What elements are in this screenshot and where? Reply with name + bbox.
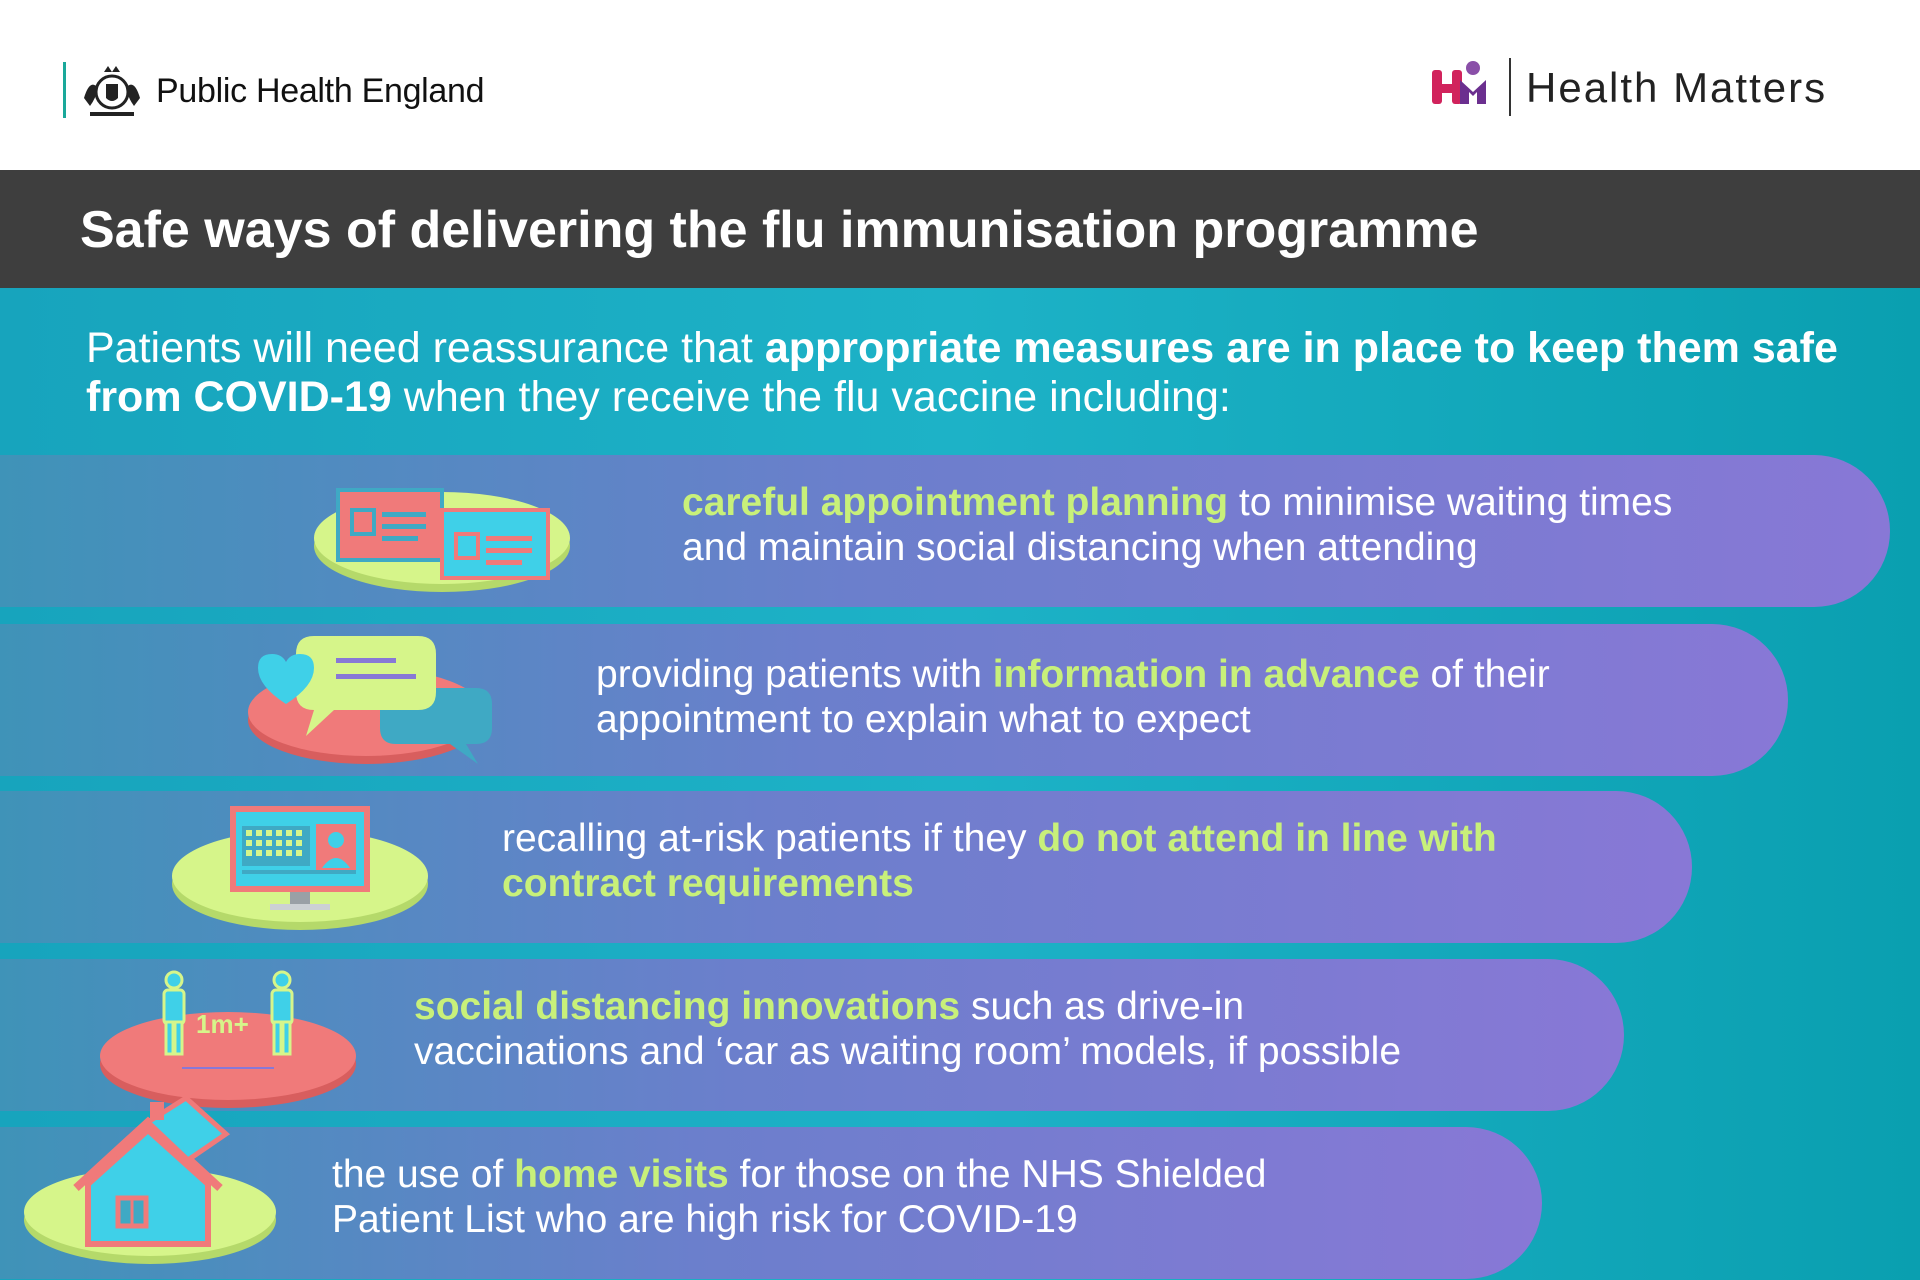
- measure-text-2-pre: providing patients with: [596, 653, 993, 696]
- royal-crest-icon: [80, 62, 144, 120]
- measure-text-5-pre: the use of: [332, 1153, 515, 1196]
- brand-name: Health Matters: [1526, 64, 1828, 111]
- intro-paragraph: [86, 324, 1866, 422]
- computer-calendar-icon: [170, 802, 430, 934]
- measure-highlight-2: information in advance: [992, 653, 1420, 696]
- measure-text-3-pre: recalling at-risk patients if they: [502, 817, 1038, 860]
- speech-bubbles-icon: [236, 628, 506, 768]
- measure-text-4: [414, 984, 1401, 1074]
- measure-text-2: [596, 652, 1550, 742]
- appointment-cards-icon: [312, 468, 572, 596]
- distance-label: 1m+: [196, 1009, 249, 1039]
- measure-text-2-post: of their: [1419, 653, 1550, 696]
- header: [0, 0, 1920, 170]
- measure-text-1-line2: and maintain social distancing when attending: [682, 526, 1478, 569]
- intro-text-1: Patients will need reassurance that: [86, 324, 765, 372]
- title-bar: [0, 170, 1920, 288]
- measure-text-4-post: such as drive-in: [960, 985, 1245, 1028]
- measure-text-1-post: to minimise waiting times: [1228, 481, 1673, 524]
- measure-highlight-3-line2: contract requirements: [502, 862, 914, 905]
- house-icon: [20, 1088, 280, 1268]
- measure-highlight-1: careful appointment planning: [682, 481, 1229, 524]
- org-name: Public Health England: [156, 72, 485, 110]
- measure-text-3-block: [502, 816, 1497, 906]
- measure-text-1: [682, 480, 1672, 570]
- measure-highlight-5: home visits: [514, 1153, 729, 1196]
- brand-divider: [1509, 58, 1511, 116]
- measure-text-5-post: for those on the NHS Shielded: [728, 1153, 1267, 1196]
- health-matters-logo-icon: [1430, 58, 1492, 108]
- intro-highlight: appropriate measures are in place to keep them safe from COVID-19: [86, 324, 1838, 421]
- intro-text-2: when they receive the flu vaccine including:: [391, 373, 1231, 421]
- measure-text-5: [332, 1152, 1266, 1242]
- measure-highlight-3: do not attend in line with: [1037, 817, 1497, 860]
- page-title: Safe ways of delivering the flu immunisation programme: [80, 201, 1479, 259]
- measure-text-5-line2: Patient List who are high risk for COVID-19: [332, 1198, 1078, 1241]
- main-panel: [0, 288, 1920, 1280]
- measure-highlight-4: social distancing innovations: [414, 985, 961, 1028]
- phe-accent-bar: [63, 62, 66, 118]
- measure-text-4-line2: vaccinations and ‘car as waiting room’ models, if possible: [414, 1030, 1402, 1073]
- measure-text-2-line2: appointment to explain what to expect: [596, 698, 1251, 741]
